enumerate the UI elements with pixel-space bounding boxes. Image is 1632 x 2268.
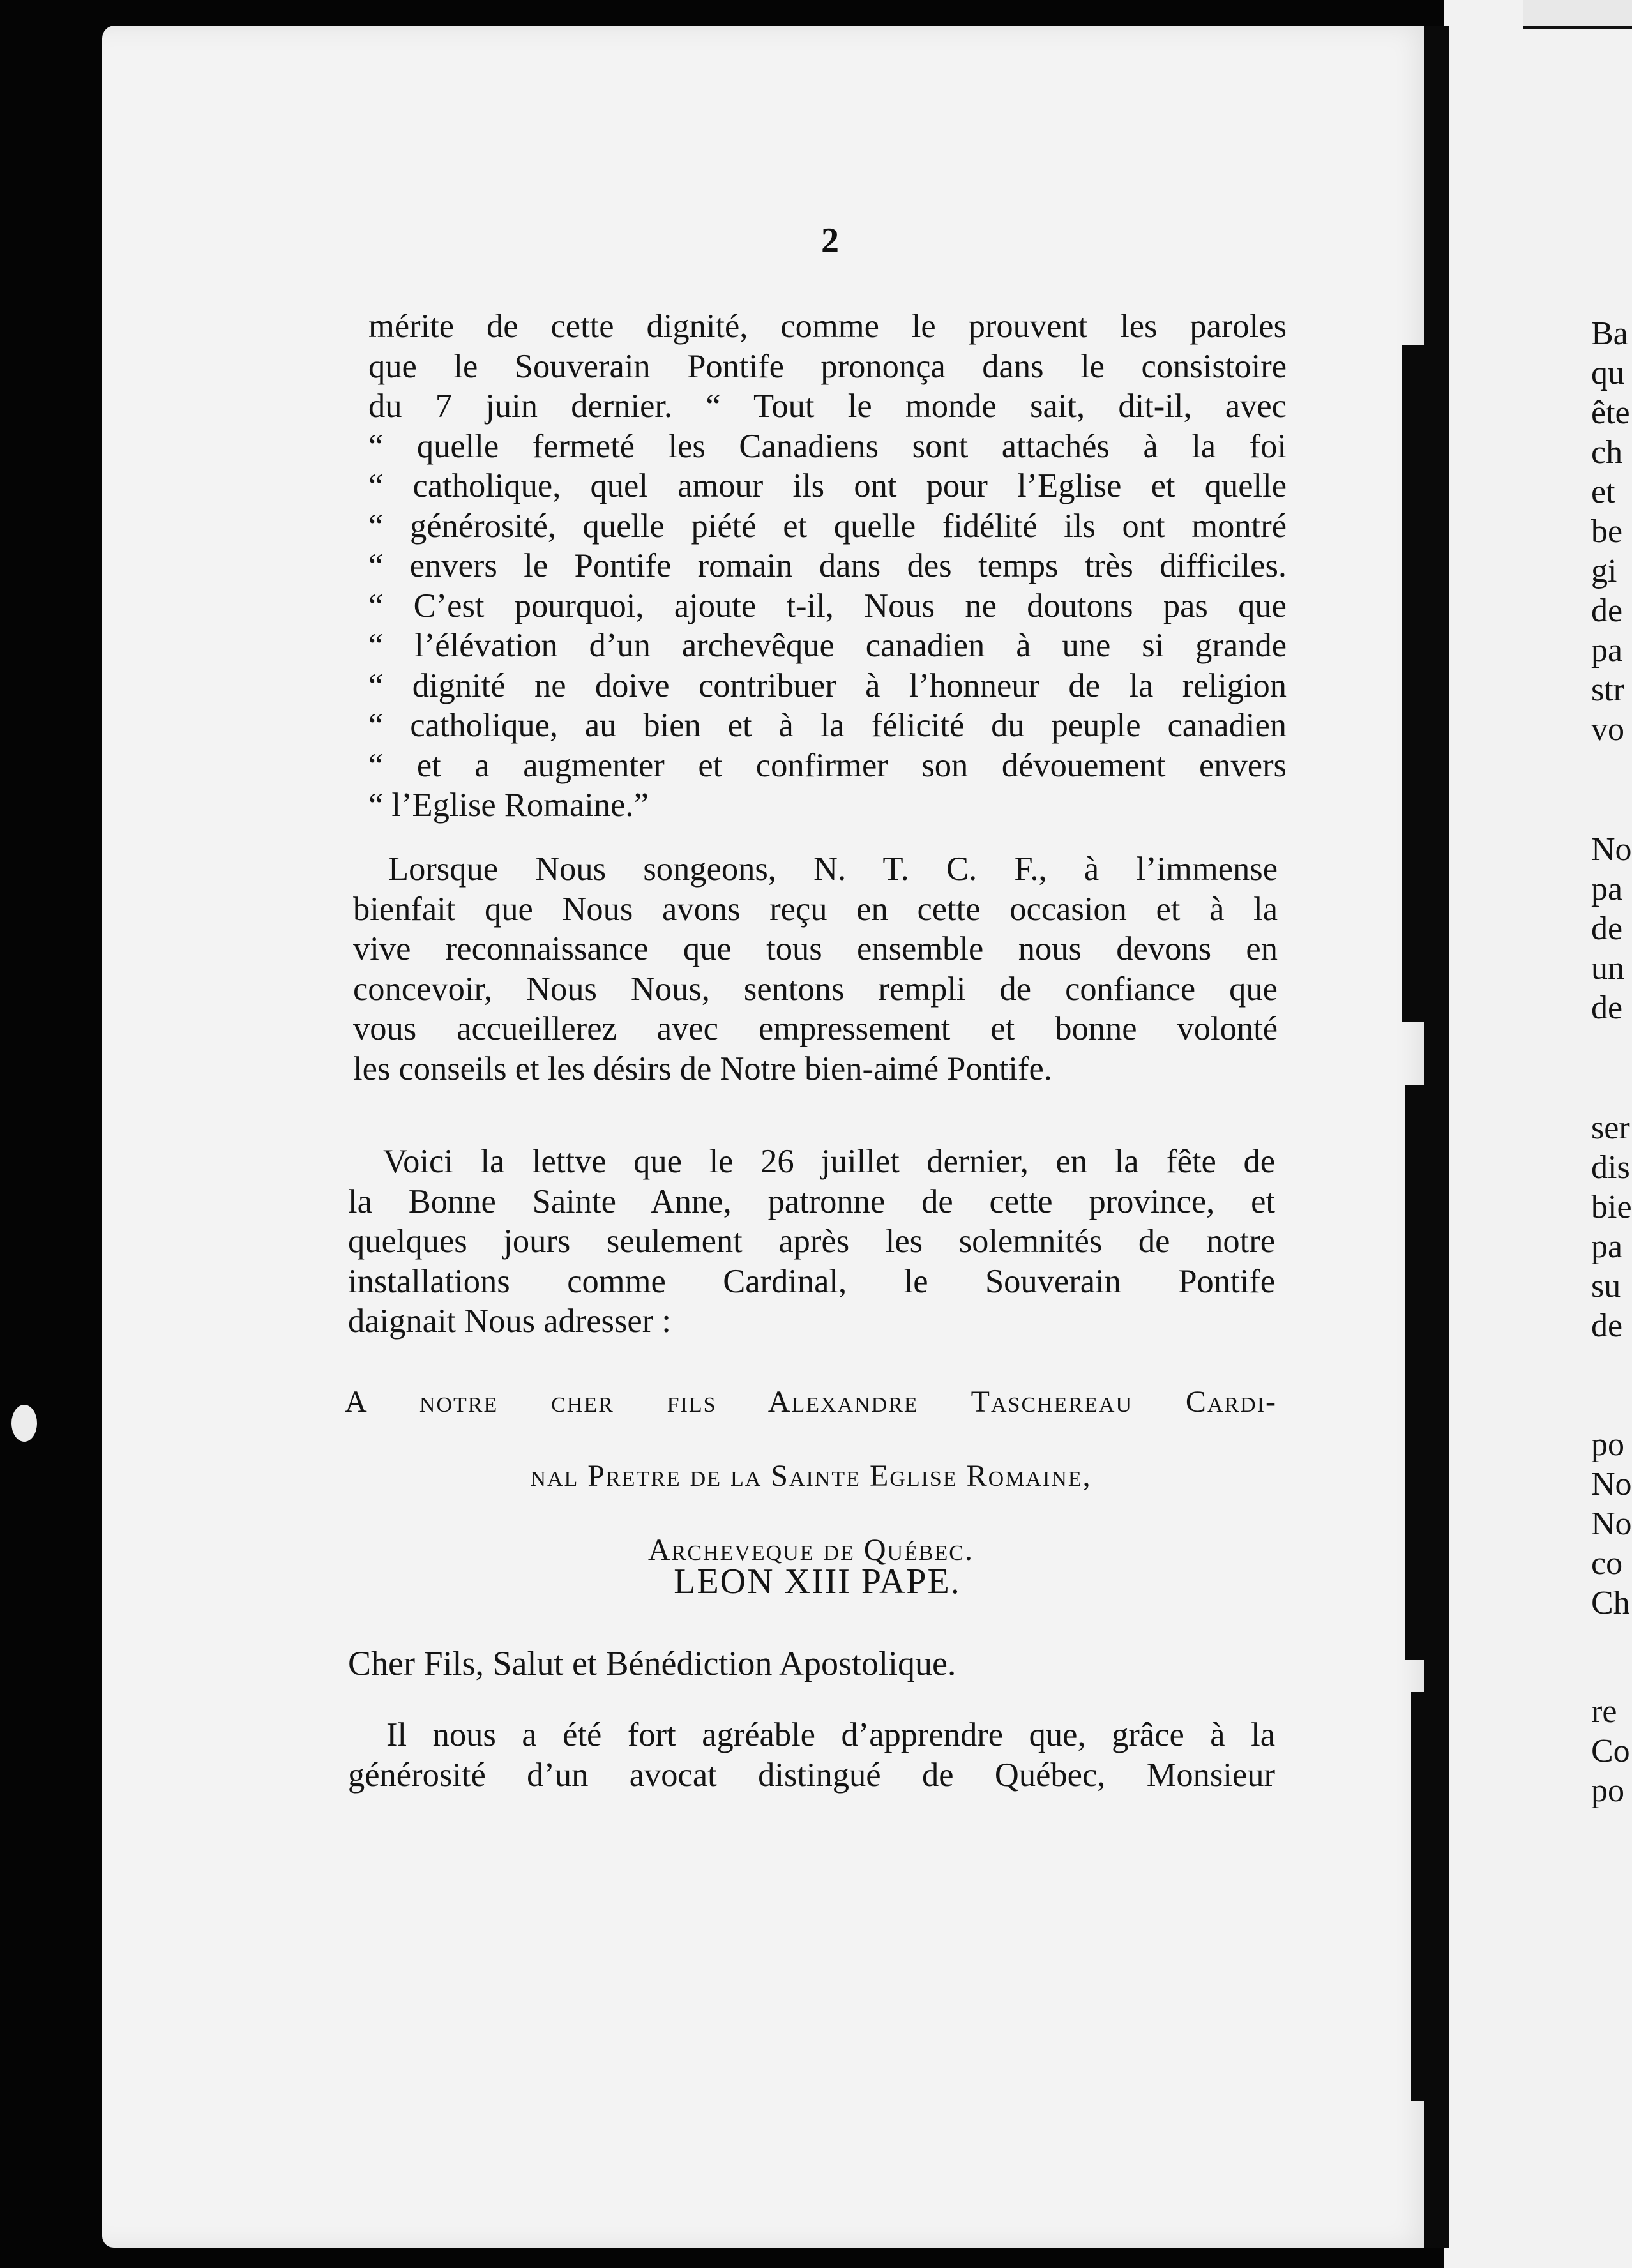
fragment: Ba bbox=[1591, 315, 1628, 352]
fragment: ête bbox=[1591, 395, 1630, 431]
text-line: du 7 juin dernier. “ Tout le monde sait, dit-il, avec bbox=[368, 388, 1287, 425]
fragment: et bbox=[1591, 474, 1615, 510]
binding-tear bbox=[1405, 1085, 1435, 1660]
facing-page-text bbox=[1591, 1425, 1632, 1623]
text-line: générosité d’un avocat distingué de Québec, Monsieur bbox=[348, 1756, 1275, 1794]
fragment: de bbox=[1591, 1308, 1623, 1344]
fragment: de bbox=[1591, 990, 1623, 1026]
text-line: “ l’élévation d’un archevêque canadien à une si grande bbox=[368, 627, 1287, 664]
addressee-line: Archeveque de Québec. bbox=[648, 1533, 974, 1567]
fragment: po bbox=[1591, 1773, 1624, 1809]
fragment: pa bbox=[1591, 871, 1623, 907]
text-line: “ catholique, au bien et à la félicité du peuple canadien bbox=[368, 707, 1287, 744]
paragraph-4 bbox=[348, 1715, 1275, 1795]
salutation: Cher Fils, Salut et Bénédiction Apostolique. bbox=[348, 1644, 956, 1682]
fragment: qu bbox=[1591, 355, 1624, 391]
paper-speck bbox=[11, 1405, 37, 1442]
text-line: “ l’Eglise Romaine.” bbox=[368, 787, 649, 824]
facing-page-text bbox=[1591, 1692, 1632, 1811]
text-line: quelques jours seulement après les solemnités de notre bbox=[348, 1223, 1275, 1260]
fragment: po bbox=[1591, 1426, 1624, 1463]
fragment: bie bbox=[1591, 1189, 1632, 1225]
fragment: dis bbox=[1591, 1149, 1630, 1186]
page-number: 2 bbox=[821, 221, 839, 261]
fragment: un bbox=[1591, 950, 1624, 987]
pope-title: LEON XIII PAPE. bbox=[674, 1562, 961, 1601]
text-line: daignait Nous adresser : bbox=[348, 1303, 671, 1340]
fragment: be bbox=[1591, 513, 1623, 550]
fragment: vo bbox=[1591, 711, 1624, 748]
facing-page-text bbox=[1591, 314, 1632, 750]
text-line: bienfait que Nous avons reçu en cette occasion et à la bbox=[353, 890, 1278, 928]
fragment: No bbox=[1591, 1466, 1632, 1502]
text-line: “ dignité ne doive contribuer à l’honneur de la religion bbox=[368, 667, 1287, 704]
fragment: pa bbox=[1591, 632, 1623, 669]
text-line: Il nous a été fort agréable d’apprendre que, grâce à la bbox=[386, 1716, 1275, 1753]
text-line: “ et a augmenter et confirmer son dévouement envers bbox=[368, 746, 1287, 784]
paragraph-2 bbox=[353, 849, 1278, 1089]
paragraph-1 bbox=[368, 306, 1287, 826]
fragment: re bbox=[1591, 1693, 1617, 1730]
fragment: su bbox=[1591, 1268, 1621, 1304]
text-line: mérite de cette dignité, comme le prouvent les paroles bbox=[368, 308, 1287, 345]
facing-page-text bbox=[1591, 1108, 1632, 1346]
addressee bbox=[345, 1365, 1277, 1587]
fragment: Co bbox=[1591, 1733, 1630, 1769]
fragment: de bbox=[1591, 911, 1623, 947]
addressee-line: A notre cher fils Alexandre Taschereau Cardi- bbox=[345, 1385, 1277, 1419]
fragment: ch bbox=[1591, 434, 1623, 471]
fragment: ser bbox=[1591, 1110, 1630, 1146]
fragment: No bbox=[1591, 831, 1632, 868]
text-line: vive reconnaissance que tous ensemble nous devons en bbox=[353, 930, 1278, 967]
fragment: de bbox=[1591, 593, 1623, 629]
text-line: Lorsque Nous songeons, N. T. C. F., à l’immense bbox=[388, 850, 1278, 888]
text-line: que le Souverain Pontife prononça dans le consistoire bbox=[368, 347, 1287, 385]
text-line: vous accueillerez avec empressement et bonne volonté bbox=[353, 1010, 1278, 1047]
text-line: “ envers le Pontife romain dans des temps très difficiles. bbox=[368, 547, 1287, 584]
fragment: Ch bbox=[1591, 1585, 1630, 1621]
text-line: installations comme Cardinal, le Souverain Pontife bbox=[348, 1262, 1275, 1300]
facing-page-corner bbox=[1523, 0, 1632, 29]
text-line: “ catholique, quel amour ils ont pour l’Eglise et quelle bbox=[368, 467, 1287, 504]
binding-tear bbox=[1402, 345, 1440, 1022]
text-line: la Bonne Sainte Anne, patronne de cette province, et bbox=[348, 1183, 1275, 1220]
facing-page-text bbox=[1591, 830, 1632, 1028]
fragment: str bbox=[1591, 672, 1624, 708]
fragment: gi bbox=[1591, 553, 1617, 589]
text-line: les conseils et les désirs de Notre bien-aimé Pontife. bbox=[353, 1050, 1052, 1087]
text-line: concevoir, Nous Nous, sentons rempli de confiance que bbox=[353, 970, 1278, 1008]
fragment: co bbox=[1591, 1545, 1623, 1582]
binding-tear bbox=[1411, 1692, 1437, 2101]
text-line: Voici la lettve que le 26 juillet dernier, en la fête de bbox=[383, 1143, 1275, 1180]
addressee-line: nal Pretre de la Sainte Eglise Romaine, bbox=[530, 1459, 1092, 1493]
text-line: “ générosité, quelle piété et quelle fidélité ils ont montré bbox=[368, 507, 1287, 545]
text-line: “ quelle fermeté les Canadiens sont attachés à la foi bbox=[368, 427, 1287, 465]
fragment: pa bbox=[1591, 1228, 1623, 1265]
paragraph-3 bbox=[348, 1142, 1275, 1342]
text-line: “ C’est pourquoi, ajoute t-il, Nous ne doutons pas que bbox=[368, 587, 1287, 624]
fragment: No bbox=[1591, 1506, 1632, 1542]
